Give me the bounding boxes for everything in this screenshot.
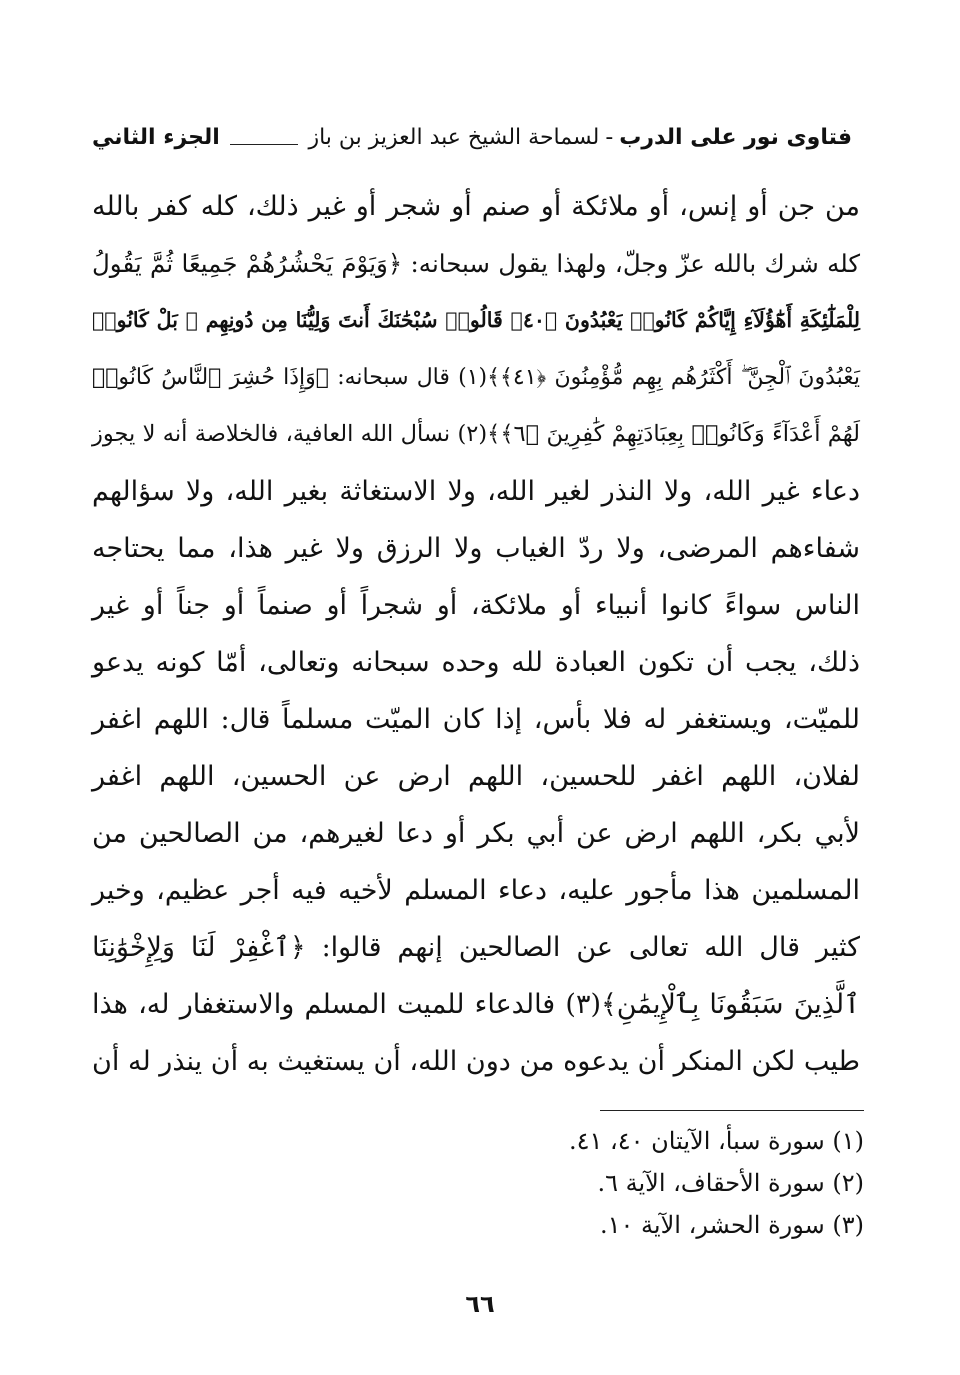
footnote-separator: [600, 1110, 864, 1111]
text-line: طيب لكن المنكر أن يدعوه من دون الله، أن يستغيث به أن ينذر له أن: [92, 1046, 860, 1077]
text-line: دعاء غير الله، ولا النذر لغير الله، ولا الاستغاثة بغير الله، ولا سؤالهم: [92, 476, 860, 507]
text-line: ٱلَّذِينَ سَبَقُونَا بِٱلْإِيمَٰنِ﴾(٣) فالدعاء للميت المسلم والاستغفار له، هذا: [92, 989, 860, 1020]
text-line: الناس سواءً كانوا أنبياء أو ملائكة، أو شجراً أو صنماً أو جناً أو غير: [92, 590, 860, 621]
text-line: شفاءهم المرضى، ولا ردّ الغياب ولا الرزق ولا غير هذا، مما يحتاجه: [92, 533, 860, 564]
book-title: فتاوى نور على الدرب: [619, 124, 852, 150]
footnote-1: (١) سورة سبأ، الآيتان ٤٠، ٤١.: [568, 1127, 864, 1155]
text-line: من جن أو إنس، أو ملائكة أو صنم أو شجر أو غير ذلك، كله كفر بالله: [92, 191, 860, 222]
volume-part: الجزء الثاني: [92, 124, 220, 150]
text-line: ذلك، يجب أن تكون العبادة لله وحده سبحانه وتعالى، أمّا كونه يدعو: [92, 647, 860, 678]
text-line: يَعْبُدُونَ ٱلْجِنَّ ۖ أَكْثَرُهُم بِهِم مُّؤْمِنُونَ ﴿٤١﴾﴾(١) قال سبحانه: ﴿وَإِذَا حُشِرَ ٱلنَّاسُ كَانُوا۟: [92, 365, 860, 390]
main-text: [92, 178, 860, 1090]
text-line: كله شرك بالله عزّ وجلّ، ولهذا يقول سبحانه: ﴿وَيَوْمَ يَحْشُرُهُمْ جَمِيعًا ثُمَّ يَقُولُ: [92, 249, 860, 278]
author-line: لسماحة الشيخ عبد العزيز بن باز: [308, 124, 600, 150]
footnote-2: (٢) سورة الأحقاف، الآية ٦.: [597, 1169, 864, 1197]
page-number: ٦٦: [465, 1290, 495, 1318]
text-line: كثير قال الله تعالى عن الصالحين إنهم قالوا: ﴿ٱغْفِرْ لَنَا وَلِإِخْوَٰنِنَا: [92, 932, 860, 963]
text-line: لِلْمَلَٰٓئِكَةِ أَهَٰٓؤُلَآءِ إِيَّاكُمْ كَانُوا۟ يَعْبُدُونَ ﴿٤٠﴾ قَالُوا۟ سُبْحَٰنَكَ أَنتَ وَلِيُّنَا مِن دُونِهِم ۖ بَلْ كَانُوا۟: [92, 308, 860, 332]
text-line: لأبي بكر، اللهم ارض عن أبي بكر أو دعا لغيرهم، من الصالحين من: [92, 818, 860, 849]
text-line: لَهُمْ أَعْدَآءً وَكَانُوا۟ بِعِبَادَتِهِمْ كَٰفِرِينَ ﴿٦﴾﴾(٢) نسأل الله العافية، فالخلاصة أنه لا يجوز: [92, 421, 860, 447]
header-rule: [230, 144, 299, 145]
text-line: المسلمين هذا مأجور عليه، دعاء المسلم لأخيه فيه أجر عظيم، وخير: [92, 875, 860, 906]
text-line: للميّت، ويستغفر له فلا بأس، إذا كان الميّت مسلماً قال: اللهم اغفر: [92, 704, 860, 735]
footnotes: [300, 1120, 864, 1246]
footnote-3: (٣) سورة الحشر، الآية ١٠.: [599, 1211, 864, 1239]
running-header: [92, 112, 852, 162]
text-line: لفلان، اللهم اغفر للحسين، اللهم ارض عن الحسين، اللهم اغفر: [92, 761, 860, 792]
header-dash: -: [605, 124, 614, 150]
